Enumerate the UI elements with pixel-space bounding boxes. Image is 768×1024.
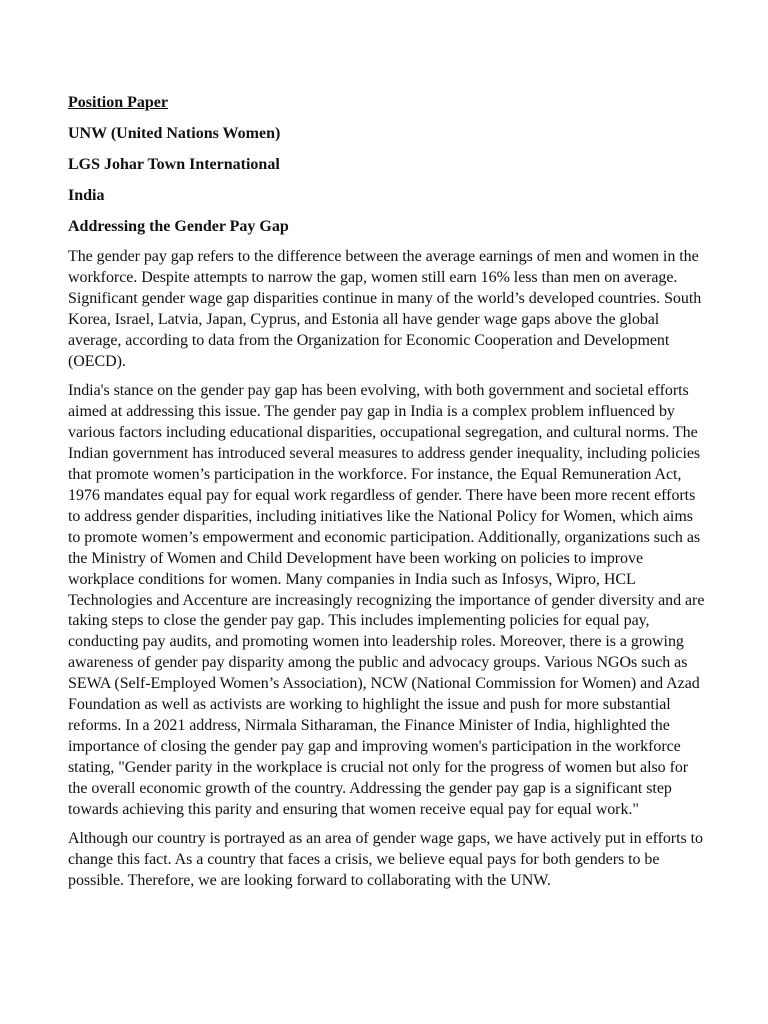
paragraph-introduction: The gender pay gap refers to the difference between the average earnings of men and women in the workforce. Despite attempts to narrow the gap, women still earn 16% less than men on average. Significant gender wage gap disparities continue in many of the world’s developed countries. South Korea, Israel, Latvia, Japan, Cyprus, and Estonia all have gender wage gaps above the global average, according to data from the Organization for Economic Cooperation and Development (OECD).: [68, 248, 702, 370]
country-heading: India: [68, 187, 105, 204]
paragraph-conclusion: Although our country is portrayed as an area of gender wage gaps, we have actively put in efforts to change this fact. As a country that faces a crisis, we believe equal pays for both genders to be possible. Therefore, we are looking forward to collaborating with the UNW.: [68, 830, 703, 890]
school-heading: LGS Johar Town International: [68, 156, 280, 173]
document-type-heading: Position Paper: [68, 94, 168, 111]
committee-heading: UNW (United Nations Women): [68, 125, 281, 142]
paragraph-india-stance: India's stance on the gender pay gap has been evolving, with both government and societal efforts aimed at addressing this issue. The gender pay gap in India is a complex problem influenced by various factors including educational disparities, occupational segregation, and cultural norms. The Indian government has introduced several measures to address gender inequality, including policies that promote women’s participation in the workforce. For instance, the Equal Remuneration Act, 1976 mandates equal pay for equal work regardless of gender. There have been more recent efforts to address gender disparities, including initiatives like the National Policy for Women, which aims to promote women’s empowerment and economic participation. Additionally, organizations such as the Ministry of Women and Child Development have been working on policies to improve workplace conditions for women. Many companies in India such as Infosys, Wipro, HCL Technologies and Accenture are increasingly recognizing the importance of gender diversity and are taking steps to close the gender pay gap. This includes implementing policies for equal pay, conducting pay audits, and promoting women into leadership roles. Moreover, there is a growing awareness of gender pay disparity among the public and advocacy groups. Various NGOs such as SEWA (Self-Employed Women’s Association), NCW (National Commission for Women) and Azad Foundation as well as activists are working to highlight the issue and push for more substantial reforms. In a 2021 address, Nirmala Sitharaman, the Finance Minister of India, highlighted the importance of closing the gender pay gap and improving women's participation in the workforce stating, "Gender parity in the workplace is crucial not only for the progress of women but also for the overall economic growth of the country. Addressing the gender pay gap is a significant step towards achieving this parity and ensuring that women receive equal pay for equal work.": [68, 382, 705, 818]
topic-heading: Addressing the Gender Pay Gap: [68, 218, 289, 235]
document-body: [68, 92, 708, 901]
